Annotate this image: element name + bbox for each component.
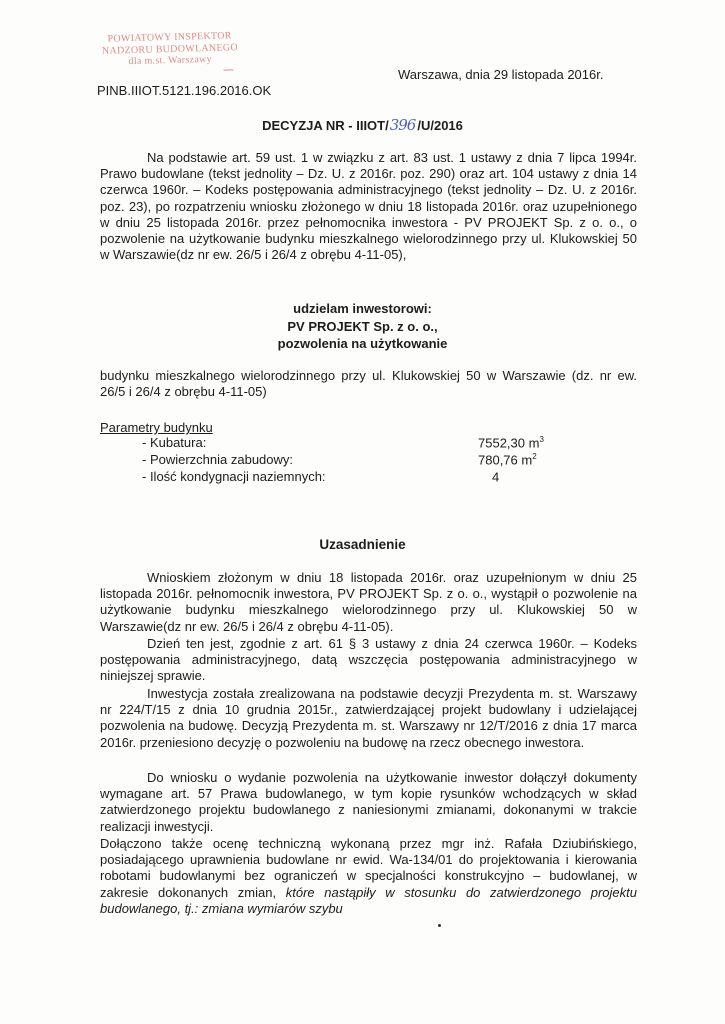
parameter-value: 7552,30 $m^3$ <box>478 435 544 451</box>
stamp-line-1: POWIATOWY INSPEKTOR <box>107 30 232 45</box>
grant-investor: PV PROJEKT Sp. z o. o., <box>287 318 438 334</box>
justification-paragraph-4: Do wniosku o wydanie pozwolenia na użytkowanie inwestor dołączył dokumenty wymagane art. 57 Prawa budowlanego, w tym kopie rysunków wchodzących w skład zatwierdzonego projektu budowlanego z naniesionymi zmianami, dokonanymi w trakcie realizacji inwestycji. <box>100 770 637 834</box>
stamp-line-3: dla m.st. Warszawy <box>128 53 212 68</box>
page-mark <box>438 924 441 927</box>
place-and-date: Warszawa, dnia 29 listopada 2016r. <box>398 67 604 82</box>
parameters-title: Parametry budynku <box>100 420 213 435</box>
justification-heading: Uzasadnienie <box>319 537 406 552</box>
paragraph-5-italic-text: które nastąpiły w stosunku do zatwierdzonego projektu budowlanego, tj.: zmiana wymiarów szybu <box>100 884 637 916</box>
stamp-line-2: NADZORU BUDOWLANEGO <box>101 41 239 57</box>
justification-paragraph-1: Wnioskiem złożonym w dniu 18 listopada 2016r. oraz uzupełnionym w dniu 25 listopada 2016r. pełnomocnik inwestora, PV PROJEKT Sp. z o. o., wystąpił o pozwolenie na użytkowanie budynku mieszkalnego wielorodzinnego przy ul. Klukowskiej 50 w Warszawie(dz nr ew. 26/5 i 26/4 z obrębu 4-11-05). <box>100 570 637 634</box>
parameter-value: 4 <box>492 469 500 485</box>
parameter-label: - Powierzchnia zabudowy: <box>142 452 294 467</box>
legal-basis-paragraph: Na podstawie art. 59 ust. 1 w związku z art. 83 ust. 1 ustawy z dnia 7 lipca 1994r. Prawo budowlane (tekst jednolity – Dz. U. z 2016r. poz. 290) oraz art. 104 ustawy z dnia 14 czerwca 1960r. – Kodeks postępowania administracyjnego (tekst jednolity – Dz. U. z 2016r. poz. 23), po rozpatrzeniu wniosku złożonego w dniu 18 listopada 2016r. oraz uzupełnionego w dniu 25 listopada 2016r. przez pełnomocnika inwestora - PV PROJEKT Sp. z o. o., o pozwolenie na użytkowanie budynku mieszkalnego wielorodzinnego przy ul. Klukowskiej 50 w Warszawie(dz nr ew. 26/5 i 26/4 z obrębu 4-11-05), <box>100 150 637 263</box>
case-reference: PINB.IIIOT.5121.196.2016.OK <box>97 83 272 98</box>
grant-line-3: pozwolenia na użytkowanie <box>277 336 448 351</box>
inspector-stamp <box>95 30 246 73</box>
subject-paragraph: budynku mieszkalnego wielorodzinnego przy ul. Klukowskiej 50 w Warszawie (dz. nr ew. 26/5 i 26/4 z obrębu 4-11-05) <box>100 368 637 400</box>
decision-title <box>0 116 725 134</box>
parameter-label: - Ilość kondygnacji naziemnych: <box>142 469 326 484</box>
paragraph-5-text: Dołączono także ocenę techniczną wykonaną przez mgr inż. Rafała Dziubińskiego, posiadającego uprawnienia budowlane nr ewid. Wa-134/01 do projektowania i kierowania robotami budowlanymi bez ograniczeń w specjalności konstrukcyjno – budowlanej, w zakresie dokonanych zmian, <box>100 836 637 900</box>
parameter-label: - Kubatura: <box>142 435 207 450</box>
justification-paragraph-3: Inwestycja została zrealizowana na podstawie decyzji Prezydenta m. st. Warszawy nr 224/T/15 z dnia 10 grudnia 2015r., zatwierdzającej projekt budowlany i udzielającej pozwolenia na budowę. Decyzją Prezydenta m. st. Warszawy nr 12/T/2016 z dnia 17 marca 2016r. przeniesiono decyzję o pozwoleniu na budowę na rzecz obecnego inwestora. <box>100 686 637 750</box>
parameter-row-volume <box>142 435 544 452</box>
parameter-value: 780,76 $m^2$ <box>478 452 537 468</box>
grant-block <box>0 300 725 353</box>
stamp-mark <box>223 66 233 70</box>
decision-title-prefix: DECYZJA NR - IIIOT/ <box>262 118 389 133</box>
parameter-row-storeys <box>142 469 522 486</box>
parameter-row-area <box>142 452 537 469</box>
justification-paragraph-2: Dzień ten jest, zgodnie z art. 61 § 3 ustawy z dnia 24 czerwca 1960r. – Kodeks postępowania administracyjnego, datą wszczęcia postępowania administracyjnego w niniejszej sprawie. <box>100 636 637 684</box>
justification-paragraph-5 <box>100 836 637 917</box>
decision-title-suffix: /U/2016 <box>417 118 463 133</box>
handwritten-decision-number: 396 <box>389 116 416 134</box>
grant-line-1: udzielam inwestorowi: <box>293 301 432 316</box>
